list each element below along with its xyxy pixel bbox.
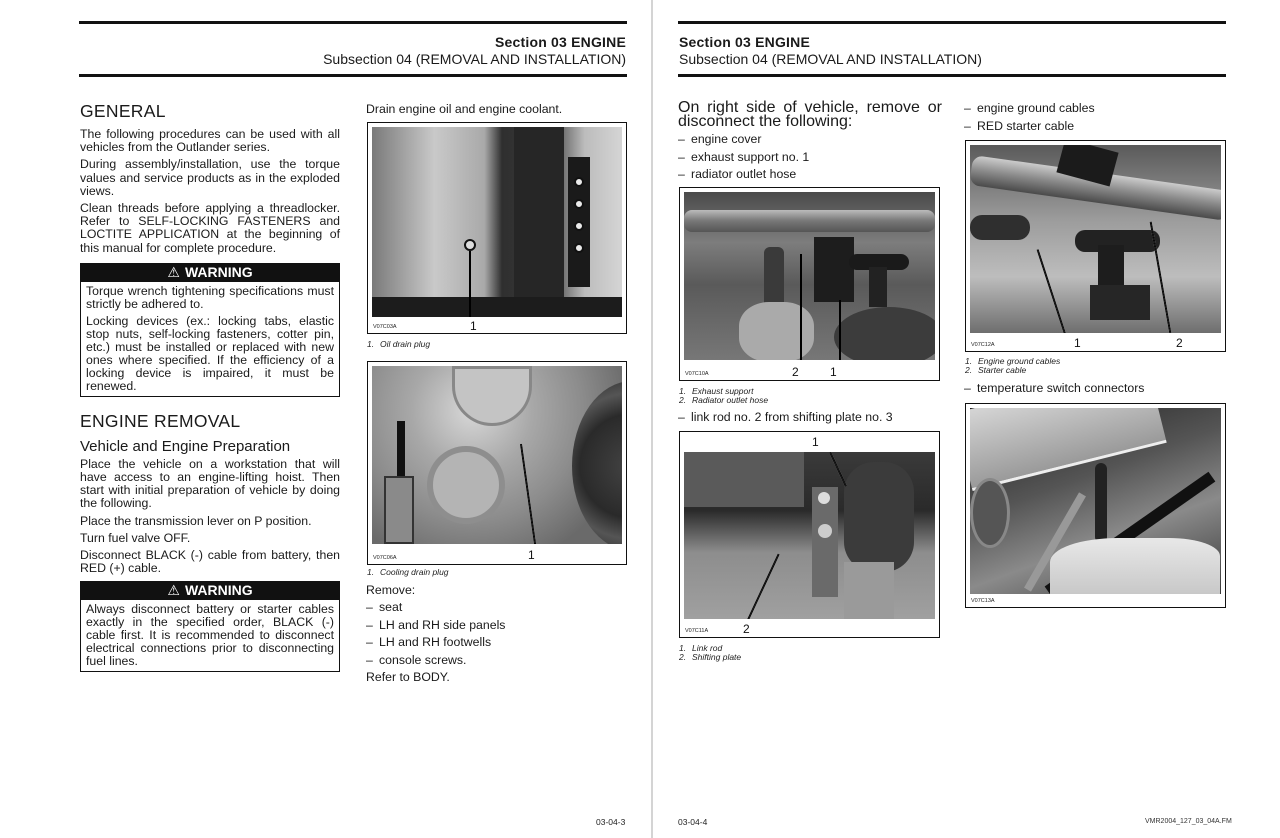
list-item: – LH and RH footwells bbox=[366, 634, 626, 652]
list-item: – exhaust support no. 1 bbox=[678, 149, 942, 167]
figure-ground-starter-cables bbox=[965, 140, 1226, 352]
figure-legend bbox=[679, 644, 741, 662]
photo-temperature-switch bbox=[970, 408, 1221, 594]
figure-legend bbox=[679, 387, 768, 405]
paragraph: Clean threads before applying a threadlocker. Refer to SELF-LOCKING FASTENERS and LOCTITE APPLICATION at the beginning of this manual for complete procedure. bbox=[80, 201, 340, 255]
figure-cooling-drain-plug bbox=[367, 361, 627, 565]
callout-number: 1 bbox=[470, 319, 477, 333]
paragraph: During assembly/installation, use the torque values and service products as in the exploded views. bbox=[80, 157, 340, 198]
warning-title: WARNING bbox=[184, 263, 253, 280]
section-title: Section 03 ENGINE bbox=[679, 34, 810, 50]
right-column-2-list bbox=[964, 100, 1226, 135]
list-item: – engine cover bbox=[678, 131, 942, 149]
figure-legend bbox=[367, 340, 430, 349]
left-column-1 bbox=[80, 101, 340, 680]
figure-legend bbox=[965, 357, 1060, 375]
legend-item: 1. Engine ground cables bbox=[965, 356, 1061, 366]
figure-legend bbox=[367, 568, 449, 577]
subsection-title: Subsection 04 (REMOVAL AND INSTALLATION) bbox=[323, 51, 626, 67]
page-header bbox=[79, 21, 627, 77]
warning-text: Torque wrench tightening specifications must strictly be adhered to. bbox=[86, 283, 334, 311]
list-item: – radiator outlet hose bbox=[678, 166, 942, 184]
callout-number: 1 bbox=[1074, 336, 1081, 350]
warning-body bbox=[81, 282, 339, 396]
photo-exhaust-support bbox=[684, 192, 935, 360]
callout-number: 1 bbox=[830, 365, 837, 379]
list-item: – LH and RH side panels bbox=[366, 617, 626, 635]
figure-code: V07C12A bbox=[971, 342, 995, 348]
callout-number: 1 bbox=[528, 548, 535, 562]
heading-general: GENERAL bbox=[80, 101, 166, 121]
warning-header bbox=[81, 264, 339, 282]
legend-item: 1. Link rod bbox=[679, 643, 723, 653]
drain-instruction: Drain engine oil and engine coolant. bbox=[366, 102, 563, 116]
list-item: – seat bbox=[366, 599, 626, 617]
paragraph: Turn fuel valve OFF. bbox=[80, 530, 191, 545]
right-page bbox=[653, 0, 1280, 838]
callout-number: 2 bbox=[1176, 336, 1183, 350]
legend-item: 1. Oil drain plug bbox=[367, 339, 431, 349]
subheading-vehicle-prep: Vehicle and Engine Preparation bbox=[80, 437, 291, 455]
warning-text: Always disconnect battery or starter cables exactly in the specified order, BLACK (-) cable first. It is recommended to disconnect electrical connections prior to disconnecting fuel lines. bbox=[86, 602, 334, 669]
figure-link-rod bbox=[679, 431, 940, 638]
right-column-1 bbox=[678, 101, 942, 184]
paragraph: The following procedures can be used with all vehicles from the Outlander series. bbox=[80, 127, 340, 155]
figure-oil-drain-plug bbox=[367, 122, 627, 334]
warning-header bbox=[81, 582, 339, 600]
figure-exhaust-support bbox=[679, 187, 940, 381]
warning-box bbox=[80, 581, 340, 672]
subsection-title: Subsection 04 (REMOVAL AND INSTALLATION) bbox=[679, 51, 982, 67]
legend-item: 2. Shifting plate bbox=[679, 652, 742, 662]
photo-link-rod bbox=[684, 452, 935, 619]
photo-ground-cables bbox=[970, 145, 1221, 333]
figure-temperature-switch bbox=[965, 403, 1226, 608]
page-header bbox=[678, 21, 1226, 77]
paragraph: Place the transmission lever on P position. bbox=[80, 513, 312, 528]
warning-triangle-icon: ⚠ bbox=[167, 263, 180, 280]
remove-label: Remove: bbox=[366, 583, 416, 597]
list-item: – console screws. bbox=[366, 652, 626, 670]
legend-item: 2. Radiator outlet hose bbox=[679, 395, 769, 405]
photo-oil-drain bbox=[372, 127, 622, 317]
callout-number: 1 bbox=[812, 435, 819, 449]
section-title: Section 03 ENGINE bbox=[495, 34, 626, 50]
legend-item: 1. Exhaust support bbox=[679, 386, 754, 396]
figure-code: V07C13A bbox=[971, 598, 995, 604]
figure-code: V07C10A bbox=[685, 371, 709, 377]
refer-text: Refer to BODY. bbox=[366, 670, 450, 684]
callout-number: 2 bbox=[792, 365, 799, 379]
warning-title: WARNING bbox=[184, 582, 253, 599]
paragraph: Place the vehicle on a workstation that will have access to an engine-lifting hoist. Then start with initial preparation of vehicle by doing the following. bbox=[80, 456, 340, 511]
warning-box bbox=[80, 263, 340, 397]
remove-list-block bbox=[366, 582, 626, 686]
list-item: – temperature switch connectors bbox=[964, 380, 1144, 398]
warning-triangle-icon: ⚠ bbox=[167, 582, 180, 599]
list-item: – RED starter cable bbox=[964, 118, 1226, 136]
legend-item: 2. Starter cable bbox=[965, 365, 1027, 375]
heading-engine-removal: ENGINE REMOVAL bbox=[80, 410, 241, 431]
legend-item: 1. Cooling drain plug bbox=[367, 567, 449, 577]
callout-number: 2 bbox=[743, 622, 750, 636]
source-filename: VMR2004_127_03_04A.FM bbox=[1145, 818, 1232, 825]
figure-code: V07C11A bbox=[685, 628, 709, 634]
figure-code: V07C06A bbox=[373, 555, 397, 561]
figure-code: V07C03A bbox=[373, 324, 397, 330]
list-item: – engine ground cables bbox=[964, 100, 1226, 118]
paragraph: Disconnect BLACK (-) cable from battery, then RED (+) cable. bbox=[80, 548, 340, 576]
page-number: 03-04-3 bbox=[596, 817, 626, 827]
list-item: – link rod no. 2 from shifting plate no. 3 bbox=[678, 409, 893, 427]
photo-cooling-drain bbox=[372, 366, 622, 544]
page-number: 03-04-4 bbox=[678, 817, 708, 827]
warning-body bbox=[81, 600, 339, 671]
intro-paragraph: On right side of vehicle, remove or disconnect the following: bbox=[678, 99, 942, 130]
warning-text: Locking devices (ex.: locking tabs, elastic stop nuts, self-locking fasteners, cotter pin, etc.) must be installed or replaced with new ones where specified. If the efficiency of a locking device is impaired, it must be renewed. bbox=[86, 313, 334, 393]
